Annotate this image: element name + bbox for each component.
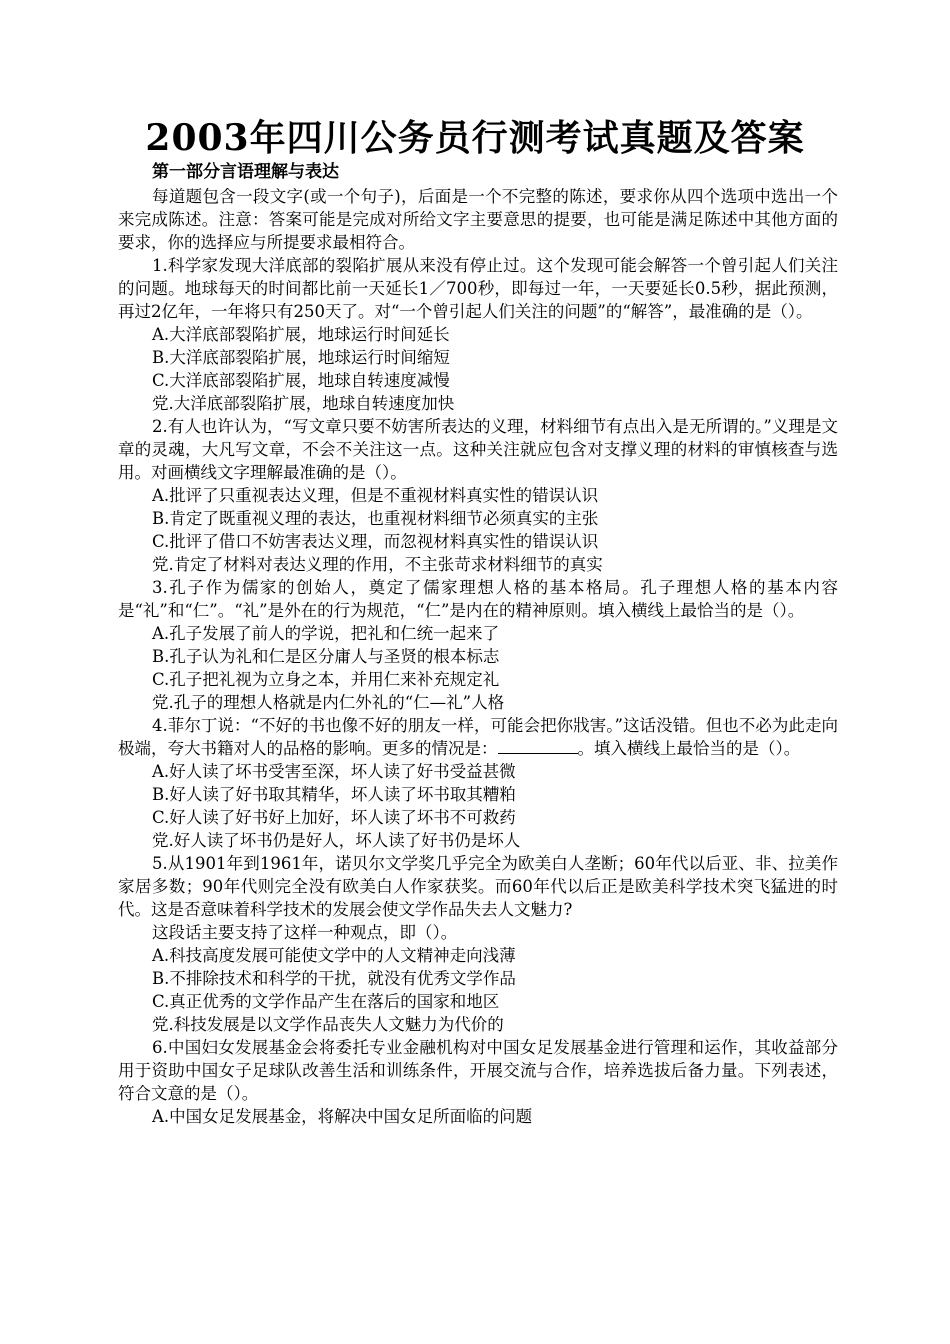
question-1-stem: 1.科学家发现大洋底部的裂陷扩展从来没有停止过。这个发现可能会解答一个曾引起人们关注的问题。地球每天的时间都比前一天延长1／700秒，即每过一年，一天要延长0.5秒，据此预测，再过2亿年，一年将只有250天了。对“一个曾引起人们关注的问题”的“解答”，最准确的是（）。 [118,256,838,321]
fill-in-blank [498,737,578,754]
question-4-stem [118,714,838,760]
question-5-option-a: A.科技高度发展可能使文学中的人文精神走向浅薄 [152,946,516,965]
instructions-paragraph: 每道题包含一段文字(或一个句子)，后面是一个不完整的陈述，要求你从四个选项中选出一个来完成陈述。注意：答案可能是完成对所给文字主要意思的提要，也可能是满足陈述中其他方面的要求，你的选择应与所提要求最相符合。 [118,187,838,252]
question-2-stem: 2.有人也许认为，“写文章只要不妨害所表达的义理，材料细节有点出入是无所谓的。”义理是文章的灵魂，大凡写文章，不会不关注这一点。这种关注就应包含对支撑义理的材料的审慎核查与选用。对画横线文字理解最准确的是（）。 [118,417,838,482]
question-4-stem-after: 。填入横线上最恰当的是（）。 [577,739,801,758]
question-6-stem: 6.中国妇女发展基金会将委托专业金融机构对中国女足发展基金进行管理和运作，其收益部分用于资助中国女子足球队改善生活和训练条件，开展交流与合作，培养选拔后备力量。下列表述，符合文意的是（）。 [118,1038,838,1103]
question-5-prompt: 这段话主要支持了这样一种观点，即（）。 [152,923,458,942]
question-5-option-c: C.真正优秀的文学作品产生在落后的国家和地区 [152,992,500,1011]
question-1-option-b: B.大洋底部裂陷扩展，地球运行时间缩短 [152,348,450,367]
question-1-option-a: A.大洋底部裂陷扩展，地球运行时间延长 [152,325,450,344]
question-1-option-c: C.大洋底部裂陷扩展，地球自转速度减慢 [152,371,450,390]
section-heading: 第一部分言语理解与表达 [152,162,339,182]
question-3-option-c: C.孔子把礼视为立身之本，并用仁来补充规定礼 [152,670,500,689]
question-4-option-a: A.好人读了坏书受害至深，坏人读了好书受益甚微 [152,762,516,781]
question-5-option-d: 党.科技发展是以文学作品丧失人文魅力为代价的 [152,1015,504,1034]
question-4-option-d: 党.好人读了坏书仍是好人，坏人读了好书仍是坏人 [152,831,521,850]
question-4-stem-before: 4.菲尔丁说：“不好的书也像不好的朋友一样，可能会把你戕害。”这话没错。但也不必为此走向极端，夸大书籍对人的品格的影响。更多的情况是： [118,716,838,758]
document-title: 2003年四川公务员行测考试真题及答案 [145,117,805,159]
question-2-option-b: B.肯定了既重视义理的表达，也重视材料细节必须真实的主张 [152,509,599,528]
question-1-option-d: 党.大洋底部裂陷扩展，地球自转速度加快 [152,394,455,413]
question-5-stem: 5.从1901年到1961年，诺贝尔文学奖几乎完全为欧美白人垄断；60年代以后亚、非、拉美作家居多数；90年代则完全没有欧美白人作家获奖。而60年代以后正是欧美科学技术突飞猛进的时代。这是否意味着科学技术的发展会使文学作品失去人文魅力? [118,854,838,919]
question-4-option-b: B.好人读了好书取其精华，坏人读了坏书取其糟粕 [152,785,516,804]
question-2-option-c: C.批评了借口不妨害表达义理，而忽视材料真实性的错误认识 [152,532,599,551]
question-4-option-c: C.好人读了好书好上加好，坏人读了坏书不可救药 [152,808,516,827]
question-3-option-d: 党.孔子的理想人格就是内仁外礼的“仁—礼”人格 [152,693,505,712]
question-3-option-b: B.孔子认为礼和仁是区分庸人与圣贤的根本标志 [152,647,500,666]
question-3-stem: 3.孔子作为儒家的创始人，奠定了儒家理想人格的基本格局。孔子理想人格的基本内容是“礼”和“仁”。“礼”是外在的行为规范，“仁”是内在的精神原则。填入横线上最恰当的是（）。 [118,578,838,620]
document-body [118,185,838,1128]
question-2-option-a: A.批评了只重视表达义理，但是不重视材料真实性的错误认识 [152,486,599,505]
question-3-option-a: A.孔子发展了前人的学说，把礼和仁统一起来了 [152,624,500,643]
question-6-option-a: A.中国女足发展基金，将解决中国女足所面临的问题 [152,1107,533,1126]
question-5-option-b: B.不排除技术和科学的干扰，就没有优秀文学作品 [152,969,516,988]
question-2-option-d: 党.肯定了材料对表达义理的作用，不主张苛求材料细节的真实 [152,555,603,574]
